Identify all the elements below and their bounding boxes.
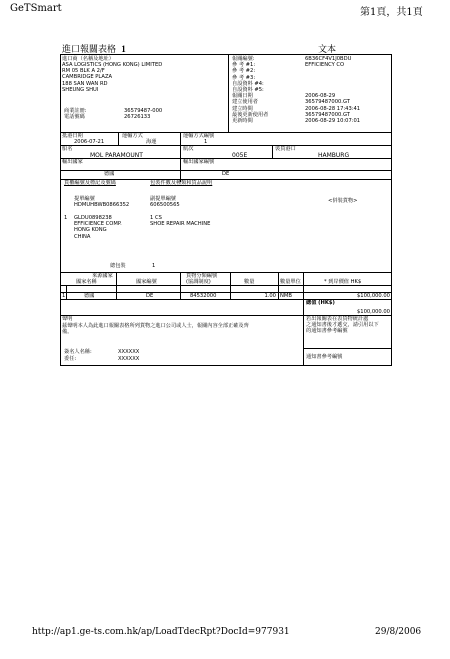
declaration-line: 茲聲明本人為此進口報關表格所列貨物之進口公司或人士，報關內容全部正確及齊 [62,323,249,329]
row-number: 1 [62,293,66,299]
parallel-note: <併裝貨物> [328,198,358,204]
row-unit: NMB [280,293,292,299]
title-role-label: 委任: [64,356,77,362]
importer-line: ASA LOGISTICS (HONG KONG) LIMITED [62,62,163,68]
ref-label: 最後更新使用者 [232,111,269,118]
signer-value: XXXXXX [118,349,140,355]
notice-line: 之通知書後才遞交，請引用以下 [306,322,379,329]
ref-label: 更新時間 [232,118,253,125]
marks-label: 貨櫃編號及標記及號碼 [64,180,116,186]
tel-label: 電話號碼 [64,114,85,120]
ref-label: 參 考 #3: [232,74,256,81]
transport-code-value: 1 [204,139,208,145]
row-hs-code: 84532000 [190,293,217,299]
importer-line: RM 05 BLK A 2/F [62,68,105,75]
origin-code-label: 國家編號 [136,279,157,285]
voyage-value: 005E [232,152,248,159]
ref-value: 6B36CF4V1J0BDU [305,56,352,62]
ref-value: 2006-08-29 [305,93,336,100]
footer-url[interactable]: http://ap1.ge-ts.com.hk/ap/LoadTdecRpt?DocId=977931 [32,627,290,637]
importer-label: 進口商（名稱及地址） [62,56,114,62]
item-number: 1 [64,215,68,221]
export-country-code-label: 輸出國家編號 [183,159,215,165]
bl-label: 提單編號 [74,196,95,202]
bl-value: HDMUHBWB0866352 [74,202,130,208]
declaration-line: 備。 [62,329,73,336]
origin-label: 來源國家 [92,273,113,279]
row-country: 德國 [84,293,95,299]
ref-value: 36579487000.GT [305,99,350,106]
mbl-label: 副提單編號 [150,196,176,202]
voyage-label: 航次 [183,146,194,152]
container-line: GLDU0898238 [74,215,112,221]
ref-label: 報關日期 [232,93,253,100]
package-line: 1 CS [150,215,162,221]
ref-label: 建立時間 [232,105,253,112]
container-line: EFFICIENCE COMP. [74,221,122,228]
ref-label: 參 考 #1: [232,62,256,69]
ref-value: EFFICIENCY CO [305,62,345,69]
origin-name-label: 國家名稱 [76,279,97,285]
row-country-code: DE [146,293,154,299]
goods-description: SHOE REPAIR MACHINE [150,221,211,227]
form-title-number: 1 [121,44,126,54]
ref-value: 2006-08-29 10:07:01 [305,118,361,125]
total-value-label: 總值 (HK$) [306,300,335,306]
mbl-value: 606500565 [150,202,180,208]
container-line: HONG KONG [74,227,107,234]
unit-label: 數量單位 [280,279,301,285]
app-title: GeTSmart [10,3,62,14]
total-value: $100,000.00 [356,309,390,315]
form-title-text: 進口報關表格 [62,44,117,54]
br-label: 商業註冊: [64,108,87,114]
notice-text [306,316,379,335]
tel-value: 26726133 [124,114,151,120]
ref-label: 自設資料 #4: [232,80,264,87]
export-country-label: 輸出國家 [62,159,83,165]
container-marks [74,215,122,240]
value-label: * 到岸價值 HK$ [324,279,362,285]
port-label: 裝貨港口 [275,146,296,152]
declaration-text [62,323,249,335]
declaration-title: 聲明 [62,316,73,322]
total-package-label: 總包裝 [110,263,126,269]
ref-label: 報關編號: [232,56,255,62]
footer-date: 29/8/2006 [375,627,422,637]
transport-label: 運輸方式 [122,133,143,139]
br-value: 36579487-000 [124,108,163,114]
page-indicator: 第1頁，共1頁 [360,7,423,18]
vessel-label: 船名 [62,146,73,152]
hs-sub-label: (協調制度) [186,279,211,285]
port-value: HAMBURG [318,152,350,159]
signer-label: 簽名人名稱: [64,349,92,355]
container-line: CHINA [74,233,91,240]
transport-value: 海運 [146,139,157,145]
import-date-label: 抵港日期 [62,133,83,139]
importer-line: CAMBRIDGE PLAZA [62,74,113,81]
title-role-value: XXXXXX [118,356,140,362]
hs-label: 貨物分類編號 [186,273,218,279]
export-country-code-value: DE [222,171,230,177]
notice-line: 的通知書參考編號 [306,328,348,335]
vessel-value: MOL PARAMOUNT [90,152,143,159]
desc-label: 包裝件數及種類和貨品說明 [150,180,213,186]
ref-value: 36579487000.GT [305,111,350,118]
import-date-value: 2006-07-21 [74,139,105,145]
ref-label: 建立使用者 [232,99,258,106]
row-value: $100,000.00 [356,293,390,299]
ref-value: 2006-08-28 17:43:41 [305,105,361,112]
notice-ref-label: 通知書參考編號 [306,354,343,360]
right-field-values [305,56,360,124]
transport-code-label: 運輸方式編號 [183,133,215,139]
export-country-value: 德國 [104,171,115,177]
ref-label: 自設資料 #5: [232,87,264,94]
importer-line: 188 SAN WAN RD [62,80,108,87]
ref-label: 參 考 #2: [232,68,256,75]
importer-line: SHEUNG SHUI [62,86,99,93]
right-field-labels [232,56,268,124]
total-package-value: 1 [152,263,156,269]
notice-line: 若出報關表在表貨物統計處 [306,316,369,322]
importer-address [62,62,162,93]
qty-label: 數量 [244,279,255,285]
row-quantity: 1.00 [264,293,276,299]
doc-type: 文本 [318,44,337,54]
